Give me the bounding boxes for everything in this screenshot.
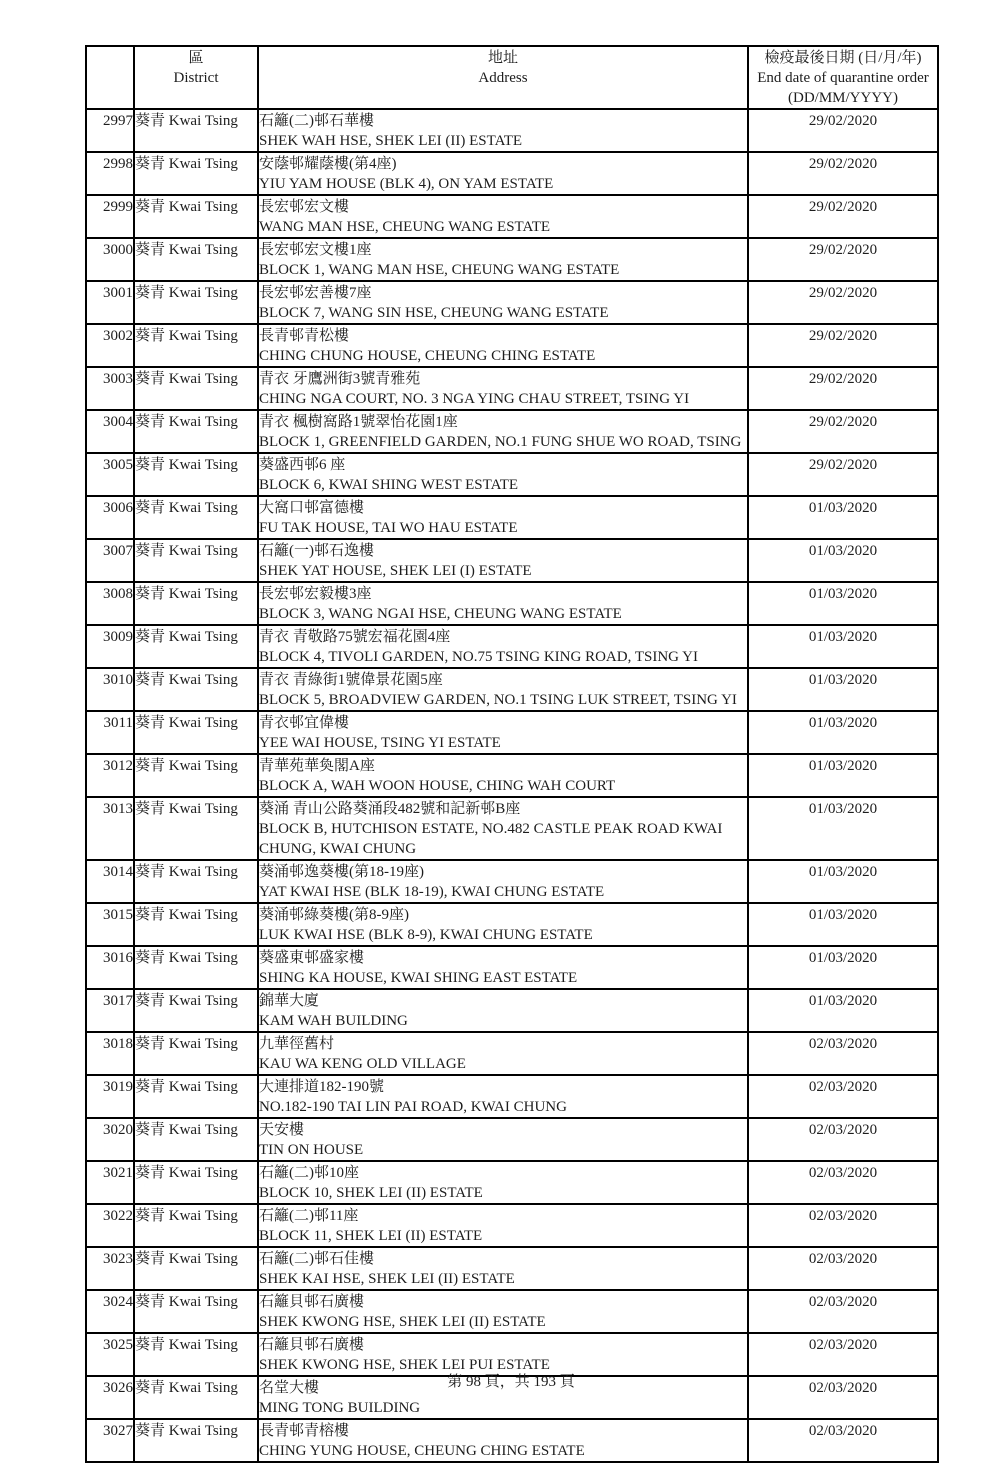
table-row [86,1247,938,1290]
date-cell: 29/02/2020 [748,152,938,195]
row-number-cell: 3026 [86,1376,134,1419]
district-cell: 葵青 Kwai Tsing [134,582,258,625]
district-cell: 葵青 Kwai Tsing [134,1333,258,1376]
row-number-cell: 3008 [86,582,134,625]
row-number-cell: 3006 [86,496,134,539]
row-number-cell: 2998 [86,152,134,195]
date-cell: 01/03/2020 [748,860,938,903]
row-number-cell: 3012 [86,754,134,797]
address-cell [258,539,748,582]
district-cell: 葵青 Kwai Tsing [134,1376,258,1419]
table-row [86,1075,938,1118]
address-cell [258,1032,748,1075]
address-line: BLOCK 11, SHEK LEI (II) ESTATE [259,1228,483,1244]
address-line: BLOCK 1, GREENFIELD GARDEN, NO.1 FUNG SHUE WO ROAD, TSING [259,434,742,450]
row-number-cell: 3004 [86,410,134,453]
address-line: BLOCK 3, WANG NGAI HSE, CHEUNG WANG ESTATE [259,606,622,622]
address-cell [258,1419,748,1462]
row-number-cell: 3015 [86,903,134,946]
district-cell: 葵青 Kwai Tsing [134,324,258,367]
address-line: 錦華大廈 [259,993,320,1009]
table-row [86,1032,938,1075]
address-line: 天安樓 [259,1122,305,1138]
address-line: 石籬(一)邨石逸樓 [259,543,374,559]
address-line: BLOCK 4, TIVOLI GARDEN, NO.75 TSING KING ROAD, TSING YI [259,649,699,665]
district-cell: 葵青 Kwai Tsing [134,539,258,582]
address-line: SHEK KWONG HSE, SHEK LEI PUI ESTATE [259,1357,550,1373]
address-line: 石籬貝邨石廣樓 [259,1337,365,1353]
table-row [86,860,938,903]
address-cell [258,797,748,860]
row-number-cell: 3009 [86,625,134,668]
date-cell: 02/03/2020 [748,1333,938,1376]
address-line: NO.182-190 TAI LIN PAI ROAD, KWAI CHUNG [259,1099,567,1115]
row-number-cell: 3002 [86,324,134,367]
address-line: 石籬(二)邨石華樓 [259,113,374,129]
table-row [86,195,938,238]
header-date-cell [748,46,938,109]
row-number-cell: 3010 [86,668,134,711]
district-cell: 葵青 Kwai Tsing [134,797,258,860]
date-cell: 29/02/2020 [748,453,938,496]
table-row [86,754,938,797]
address-line: WANG MAN HSE, CHEUNG WANG ESTATE [259,219,551,235]
table-row [86,238,938,281]
table-row [86,903,938,946]
date-cell: 02/03/2020 [748,1118,938,1161]
address-line: BLOCK 10, SHEK LEI (II) ESTATE [259,1185,483,1201]
table-row [86,410,938,453]
address-line: KAU WA KENG OLD VILLAGE [259,1056,466,1072]
address-line: YIU YAM HOUSE (BLK 4), ON YAM ESTATE [259,176,554,192]
address-cell [258,238,748,281]
address-line: YAT KWAI HSE (BLK 18-19), KWAI CHUNG ESTATE [259,884,605,900]
table-row [86,989,938,1032]
date-cell: 01/03/2020 [748,946,938,989]
address-cell [258,281,748,324]
date-cell: 01/03/2020 [748,903,938,946]
table-row [86,1118,938,1161]
row-number-cell: 3020 [86,1118,134,1161]
district-cell: 葵青 Kwai Tsing [134,1032,258,1075]
district-cell: 葵青 Kwai Tsing [134,1161,258,1204]
date-cell: 02/03/2020 [748,1247,938,1290]
address-line: MING TONG BUILDING [259,1400,421,1416]
address-line: 長宏邨宏毅樓3座 [259,586,372,602]
row-number-cell: 2997 [86,109,134,152]
header-address-zh: 地址 [487,50,518,66]
district-cell: 葵青 Kwai Tsing [134,281,258,324]
district-cell: 葵青 Kwai Tsing [134,1290,258,1333]
address-line: 長青邨青松樓 [259,328,350,344]
address-line: KAM WAH BUILDING [259,1013,408,1029]
address-line: CHING CHUNG HOUSE, CHEUNG CHING ESTATE [259,348,596,364]
row-number-cell: 3025 [86,1333,134,1376]
address-line: BLOCK 1, WANG MAN HSE, CHEUNG WANG ESTATE [259,262,620,278]
address-line: 葵涌 青山公路葵涌段482號和記新邨B座 [259,801,521,817]
address-line: LUK KWAI HSE (BLK 8-9), KWAI CHUNG ESTATE [259,927,593,943]
row-number-cell: 3005 [86,453,134,496]
address-cell [258,1118,748,1161]
address-cell [258,711,748,754]
address-line: BLOCK 5, BROADVIEW GARDEN, NO.1 TSING LUK STREET, TSING YI [259,692,737,708]
address-line: YEE WAI HOUSE, TSING YI ESTATE [259,735,501,751]
district-cell: 葵青 Kwai Tsing [134,668,258,711]
address-line: 名堂大樓 [259,1380,320,1396]
address-line: 青衣 青敬路75號宏福花園4座 [259,629,451,645]
date-cell: 29/02/2020 [748,109,938,152]
table-row [86,109,938,152]
address-line: 九華徑舊村 [259,1036,335,1052]
table-row [86,582,938,625]
address-line: 葵盛東邨盛家樓 [259,950,365,966]
district-cell: 葵青 Kwai Tsing [134,711,258,754]
date-cell: 02/03/2020 [748,1161,938,1204]
date-cell: 01/03/2020 [748,582,938,625]
district-cell: 葵青 Kwai Tsing [134,1247,258,1290]
address-line: 青衣邨宜偉樓 [259,715,350,731]
address-line: CHING YUNG HOUSE, CHEUNG CHING ESTATE [259,1443,585,1459]
district-cell: 葵青 Kwai Tsing [134,989,258,1032]
address-cell [258,989,748,1032]
address-cell [258,152,748,195]
header-number-cell [86,46,134,109]
header-row [86,46,938,109]
table-row [86,1161,938,1204]
address-line: 長宏邨宏文樓1座 [259,242,372,258]
address-line: FU TAK HOUSE, TAI WO HAU ESTATE [259,520,518,536]
district-cell: 葵青 Kwai Tsing [134,860,258,903]
date-cell: 01/03/2020 [748,711,938,754]
address-cell [258,1247,748,1290]
address-line: 長宏邨宏善樓7座 [259,285,372,301]
table-row [86,281,938,324]
date-cell: 02/03/2020 [748,1204,938,1247]
date-cell: 01/03/2020 [748,625,938,668]
table-body [86,109,938,1462]
row-number-cell: 3023 [86,1247,134,1290]
district-cell: 葵青 Kwai Tsing [134,152,258,195]
page-footer: 第 98 頁，共 193 頁 [447,1374,575,1390]
address-cell [258,410,748,453]
address-line: CHUNG, KWAI CHUNG [259,841,417,857]
date-cell: 29/02/2020 [748,238,938,281]
address-cell [258,453,748,496]
address-line: CHING NGA COURT, NO. 3 NGA YING CHAU STREET, TSING YI [259,391,690,407]
header-date-zh: 檢疫最後日期 (日/月/年) [764,50,922,66]
header-address-en: Address [478,70,528,86]
header-district-cell [134,46,258,109]
address-cell [258,754,748,797]
address-line: 葵涌邨綠葵樓(第8-9座) [259,907,409,923]
address-cell [258,496,748,539]
address-line: SHEK YAT HOUSE, SHEK LEI (I) ESTATE [259,563,532,579]
date-cell: 29/02/2020 [748,324,938,367]
address-cell [258,1204,748,1247]
address-line: 葵涌邨逸葵樓(第18-19座) [259,864,424,880]
district-cell: 葵青 Kwai Tsing [134,109,258,152]
table-row [86,539,938,582]
address-cell [258,367,748,410]
row-number-cell: 3000 [86,238,134,281]
table-row [86,367,938,410]
address-line: 葵盛西邨6 座 [259,457,346,473]
district-cell: 葵青 Kwai Tsing [134,754,258,797]
district-cell: 葵青 Kwai Tsing [134,453,258,496]
date-cell: 01/03/2020 [748,496,938,539]
address-cell [258,324,748,367]
quarantine-table [85,45,939,1463]
district-cell: 葵青 Kwai Tsing [134,1118,258,1161]
table-row [86,1290,938,1333]
date-cell: 02/03/2020 [748,1376,938,1419]
address-line: BLOCK 7, WANG SIN HSE, CHEUNG WANG ESTATE [259,305,609,321]
table-row [86,946,938,989]
district-cell: 葵青 Kwai Tsing [134,1204,258,1247]
address-cell [258,625,748,668]
address-cell [258,1075,748,1118]
table-row [86,711,938,754]
header-date-format: (DD/MM/YYYY) [788,90,898,106]
address-line: 長宏邨宏文樓 [259,199,350,215]
table-row [86,1204,938,1247]
district-cell: 葵青 Kwai Tsing [134,496,258,539]
row-number-cell: 3022 [86,1204,134,1247]
table-row [86,625,938,668]
address-cell [258,1161,748,1204]
date-cell: 29/02/2020 [748,367,938,410]
table-row [86,453,938,496]
address-cell [258,195,748,238]
district-cell: 葵青 Kwai Tsing [134,903,258,946]
address-line: 安蔭邨耀蔭樓(第4座) [259,156,397,172]
district-cell: 葵青 Kwai Tsing [134,410,258,453]
address-line: SHEK WAH HSE, SHEK LEI (II) ESTATE [259,133,523,149]
address-cell [258,582,748,625]
row-number-cell: 3001 [86,281,134,324]
row-number-cell: 3007 [86,539,134,582]
date-cell: 01/03/2020 [748,539,938,582]
table-row [86,324,938,367]
address-line: SHING KA HOUSE, KWAI SHING EAST ESTATE [259,970,578,986]
date-cell: 02/03/2020 [748,1075,938,1118]
address-cell [258,860,748,903]
row-number-cell: 3011 [86,711,134,754]
address-cell [258,903,748,946]
address-line: SHEK KAI HSE, SHEK LEI (II) ESTATE [259,1271,515,1287]
district-cell: 葵青 Kwai Tsing [134,367,258,410]
header-district-en: District [173,70,219,86]
district-cell: 葵青 Kwai Tsing [134,625,258,668]
address-line: BLOCK 6, KWAI SHING WEST ESTATE [259,477,519,493]
address-line: SHEK KWONG HSE, SHEK LEI (II) ESTATE [259,1314,546,1330]
district-cell: 葵青 Kwai Tsing [134,1419,258,1462]
header-date-en: End date of quarantine order [757,70,929,86]
address-cell [258,109,748,152]
row-number-cell: 3024 [86,1290,134,1333]
district-cell: 葵青 Kwai Tsing [134,1075,258,1118]
address-cell [258,1290,748,1333]
row-number-cell: 3027 [86,1419,134,1462]
address-line: BLOCK B, HUTCHISON ESTATE, NO.482 CASTLE PEAK ROAD KWAI [259,821,723,837]
district-cell: 葵青 Kwai Tsing [134,946,258,989]
date-cell: 01/03/2020 [748,989,938,1032]
table-row [86,797,938,860]
address-line: TIN ON HOUSE [259,1142,364,1158]
address-line: 石籬(二)邨11座 [259,1208,359,1224]
address-line: 石籬(二)邨10座 [259,1165,359,1181]
row-number-cell: 3018 [86,1032,134,1075]
date-cell: 29/02/2020 [748,410,938,453]
date-cell: 02/03/2020 [748,1032,938,1075]
row-number-cell: 3003 [86,367,134,410]
date-cell: 29/02/2020 [748,195,938,238]
date-cell: 01/03/2020 [748,797,938,860]
row-number-cell: 3021 [86,1161,134,1204]
address-line: 長青邨青榕樓 [259,1423,350,1439]
header-address-cell [258,46,748,109]
district-cell: 葵青 Kwai Tsing [134,195,258,238]
table-row [86,1419,938,1462]
address-line: 青衣 楓樹窩路1號翠怡花園1座 [259,414,458,430]
address-line: BLOCK A, WAH WOON HOUSE, CHING WAH COURT [259,778,616,794]
address-line: 青衣 牙鷹洲街3號青雅苑 [259,371,421,387]
header-district-zh: 區 [188,50,204,66]
date-cell: 02/03/2020 [748,1419,938,1462]
date-cell: 01/03/2020 [748,668,938,711]
address-line: 大窩口邨富德樓 [259,500,365,516]
row-number-cell: 2999 [86,195,134,238]
table-row [86,668,938,711]
table-header [86,46,938,109]
address-line: 大連排道182-190號 [259,1079,384,1095]
date-cell: 29/02/2020 [748,281,938,324]
district-cell: 葵青 Kwai Tsing [134,238,258,281]
date-cell: 01/03/2020 [748,754,938,797]
row-number-cell: 3019 [86,1075,134,1118]
address-line: 青衣 青綠街1號偉景花園5座 [259,672,443,688]
row-number-cell: 3017 [86,989,134,1032]
address-cell [258,668,748,711]
table-row [86,152,938,195]
row-number-cell: 3013 [86,797,134,860]
address-cell [258,946,748,989]
row-number-cell: 3014 [86,860,134,903]
address-line: 青華苑華奐閣A座 [259,758,375,774]
date-cell: 02/03/2020 [748,1290,938,1333]
address-line: 石籬貝邨石廣樓 [259,1294,365,1310]
table-row [86,496,938,539]
row-number-cell: 3016 [86,946,134,989]
address-line: 石籬(二)邨石佳樓 [259,1251,374,1267]
